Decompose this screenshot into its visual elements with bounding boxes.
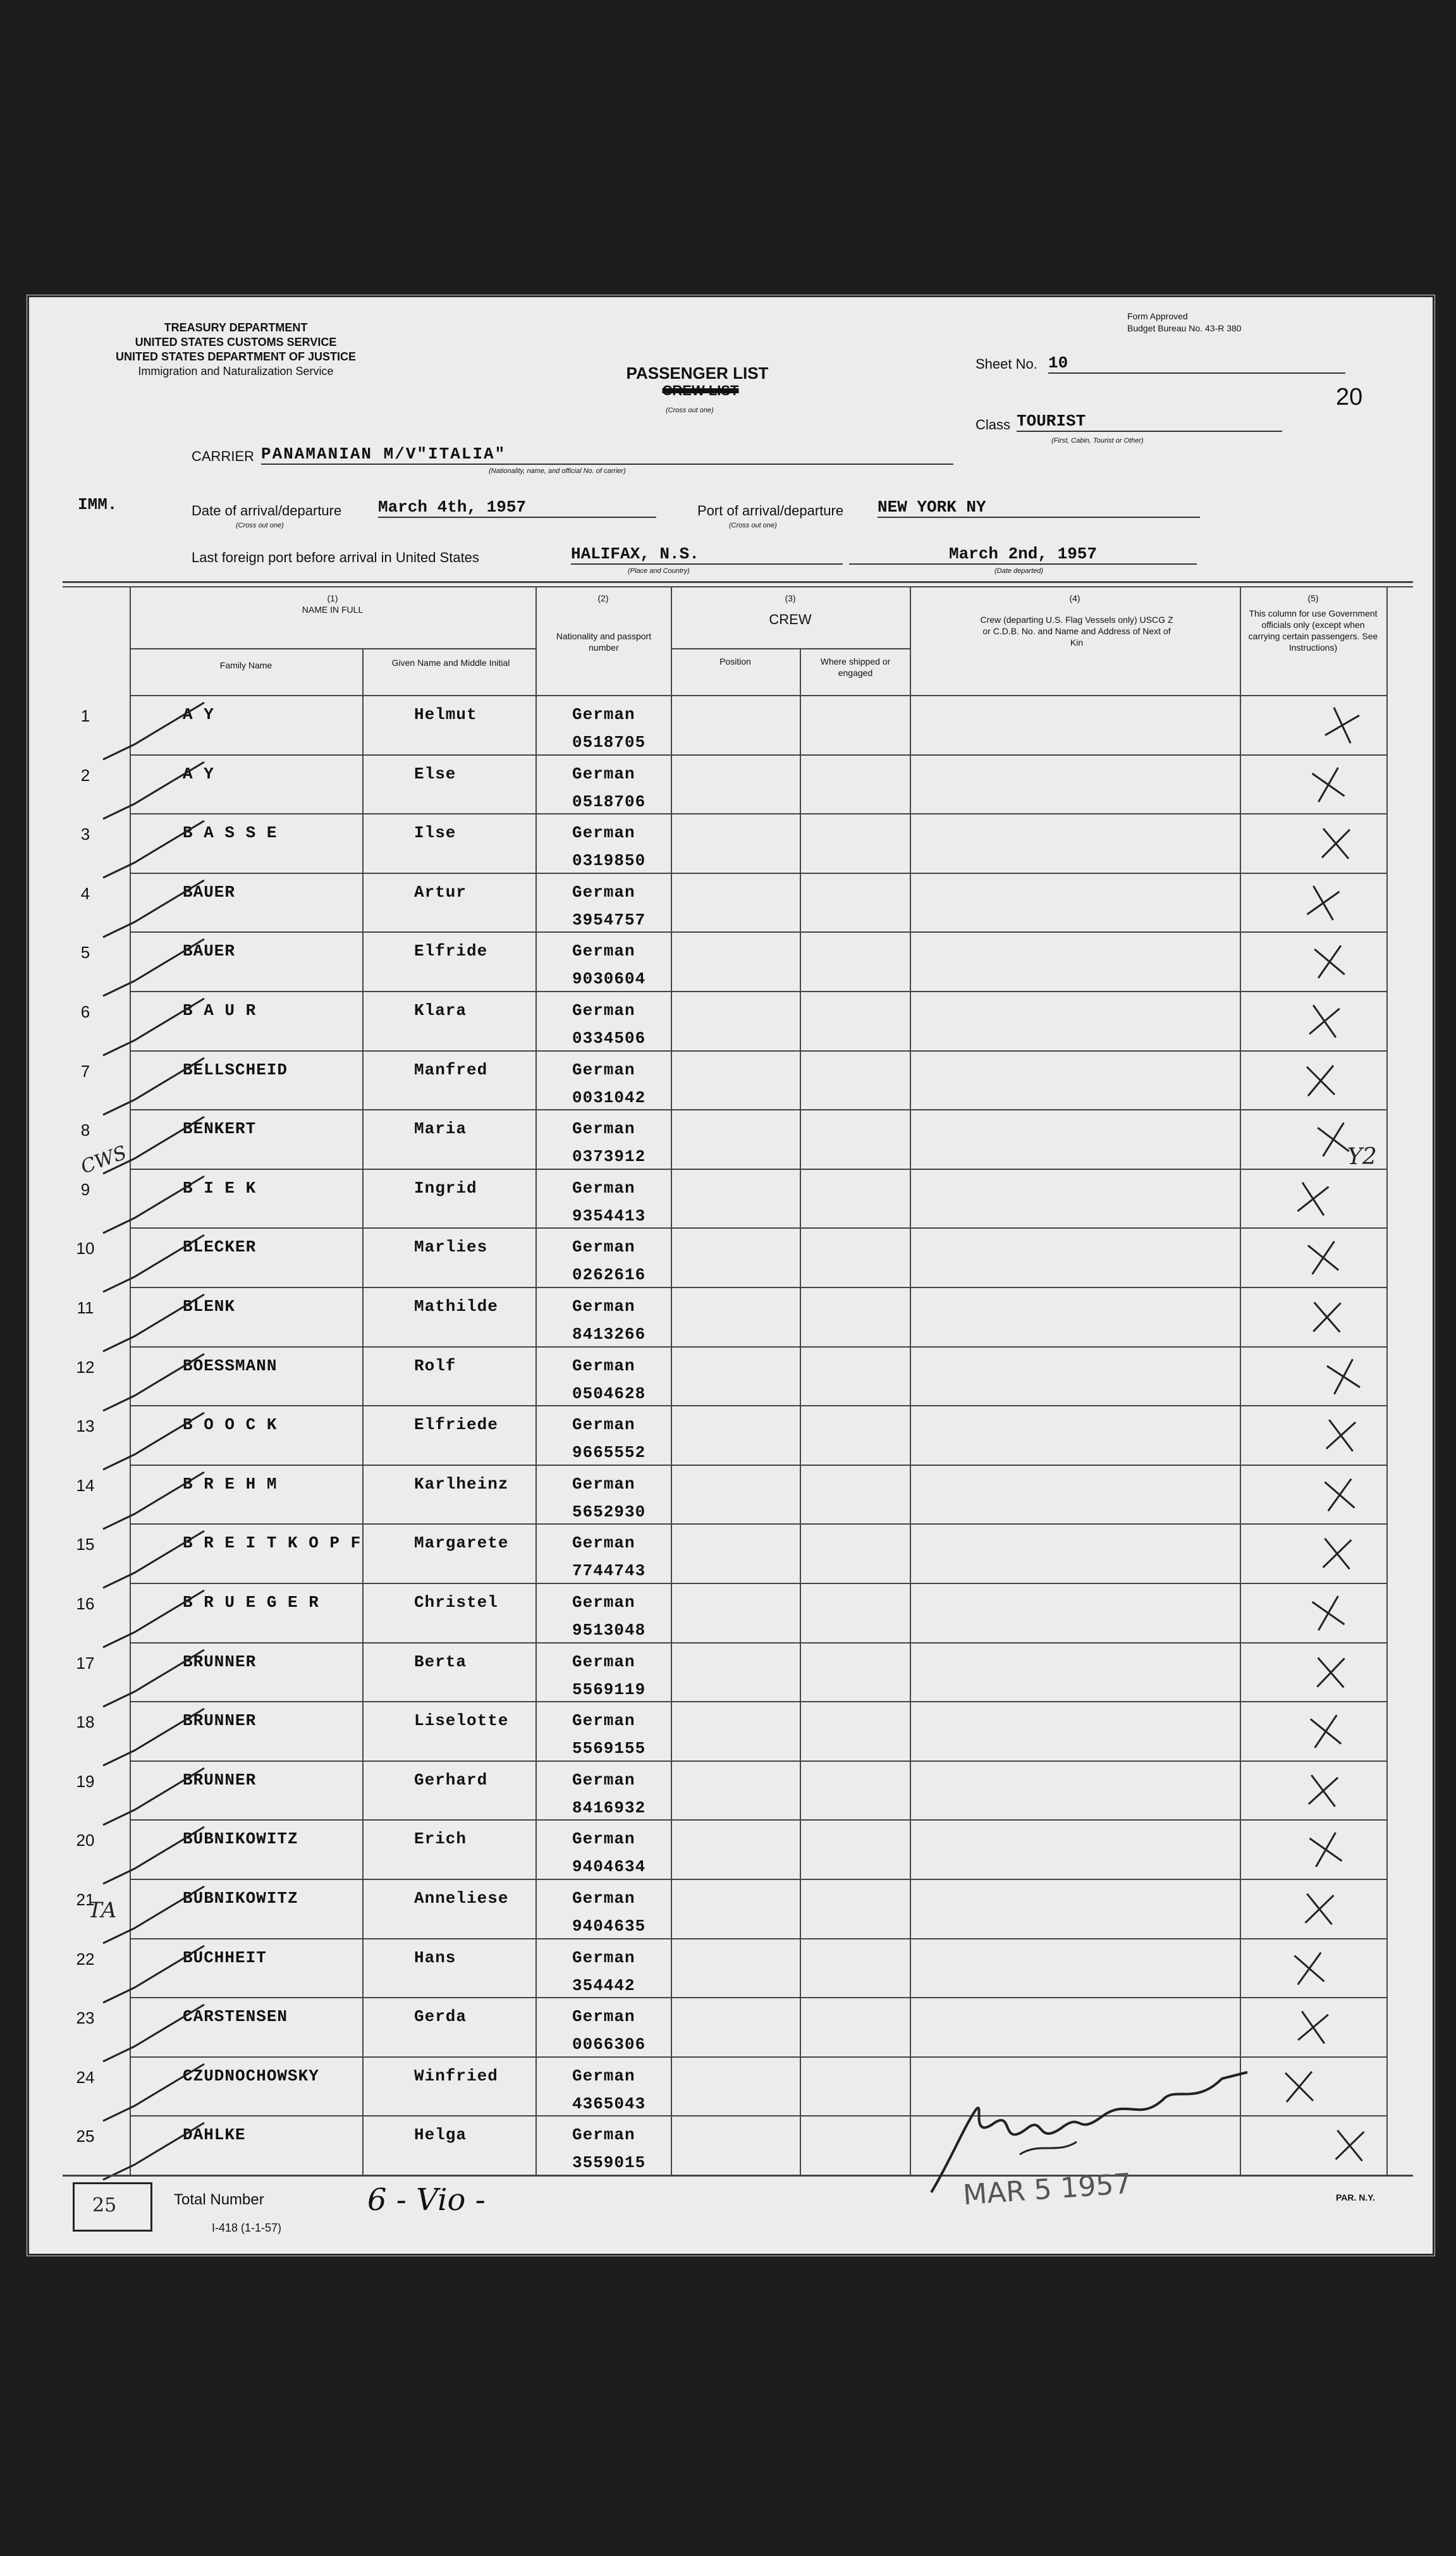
- sheet-number: 10: [1048, 353, 1345, 374]
- budget-bureau: Budget Bureau No. 43-R 380: [1127, 323, 1242, 333]
- col-divider: [910, 587, 911, 2175]
- check-tick-mark: [97, 2119, 223, 2189]
- official-x-mark: [1305, 1711, 1347, 1752]
- row-rule: [130, 1523, 1386, 1525]
- passport-number: 9354413: [572, 1206, 646, 1226]
- class-value: TOURIST: [1017, 412, 1282, 432]
- row-rule: [130, 1583, 1386, 1584]
- given-name: Helmut: [414, 705, 477, 724]
- row-number: 4: [80, 883, 90, 903]
- official-x-mark: [1329, 2125, 1371, 2166]
- agency-line: TREASURY DEPARTMENT: [164, 321, 308, 334]
- official-x-mark: [1307, 1297, 1347, 1337]
- nationality: German: [572, 1474, 635, 1494]
- nationality: German: [572, 1652, 635, 1671]
- row-rule: [130, 754, 1386, 756]
- col2-title: Nationality and passport number: [556, 631, 652, 653]
- family-name: BUCHHEIT: [183, 1948, 267, 1967]
- date-stamp: MAR 5 1957: [962, 2167, 1133, 2212]
- row-rule: [130, 1701, 1386, 1702]
- family-name: BUBNIKOWITZ: [183, 1829, 298, 1849]
- col2-number: (2): [597, 593, 609, 603]
- official-x-mark: [1302, 1769, 1345, 1812]
- row-rule: [130, 1997, 1386, 1998]
- table-top-rule: [63, 581, 1413, 583]
- passport-number: 354442: [572, 1975, 635, 1995]
- row-rule: [130, 1819, 1386, 1821]
- row-rule: [130, 1879, 1386, 1880]
- date-value: March 4th, 1957: [378, 498, 656, 518]
- given-name: Erich: [414, 1829, 467, 1849]
- nationality: German: [572, 1593, 635, 1612]
- row-rule: [130, 1109, 1386, 1110]
- row16-margin-note: TA: [88, 1898, 117, 1923]
- family-name: BRUNNER: [183, 1711, 257, 1731]
- family-name: B O O C K: [183, 1415, 278, 1435]
- row-rule: [130, 991, 1386, 992]
- given-name: Else: [414, 764, 456, 783]
- row-rule: [130, 813, 1386, 814]
- header-rule: [130, 648, 535, 649]
- family-name: BRUNNER: [183, 1652, 257, 1671]
- nationality: German: [572, 1001, 635, 1020]
- passport-number: 0373912: [572, 1147, 646, 1167]
- form-approved: Form Approved: [1127, 311, 1188, 321]
- class-label: Class: [976, 417, 1011, 433]
- last-port-label: Last foreign port before arrival in United States: [192, 550, 479, 565]
- last-port-value: HALIFAX, N.S.: [571, 544, 843, 565]
- given-name: Helga: [414, 2125, 467, 2145]
- official-x-mark: [1321, 1354, 1366, 1399]
- given-name: Hans: [414, 1948, 456, 1967]
- form-approved-note: [1127, 310, 1242, 335]
- nationality: German: [572, 1948, 635, 1967]
- given-name: Mathilde: [414, 1297, 498, 1316]
- passport-number: 5569155: [572, 1739, 646, 1759]
- passport-number: 8413266: [572, 1325, 646, 1344]
- total-box: [73, 2182, 152, 2232]
- class-note: (First, Cabin, Tourist or Other): [1051, 437, 1144, 445]
- col-divider: [671, 587, 672, 2175]
- passport-number: 9030604: [572, 969, 646, 989]
- official-x-mark: [1306, 763, 1350, 807]
- col1-title: NAME IN FULL: [302, 605, 364, 615]
- col4-number: (4): [1069, 593, 1080, 603]
- given-name-header: Given Name and Middle Initial: [391, 658, 510, 668]
- family-name: BENKERT: [183, 1119, 257, 1139]
- header-bottom-rule: [130, 695, 1386, 696]
- row-rule: [130, 1169, 1386, 1170]
- nationality: German: [572, 1119, 635, 1139]
- col-divider: [362, 648, 364, 2175]
- passport-number: 0319850: [572, 851, 646, 871]
- page-title: PASSENGER LIST: [626, 364, 769, 383]
- given-name: Gerhard: [414, 1770, 488, 1790]
- family-name: B R U E G E R: [183, 1593, 319, 1612]
- row-number: 17: [76, 1653, 95, 1673]
- col3-title: CREW: [769, 611, 812, 627]
- nationality: German: [572, 1297, 635, 1316]
- row-number: 19: [76, 1771, 95, 1791]
- col-divider: [800, 648, 801, 2175]
- col5-number: (5): [1307, 593, 1319, 603]
- given-name: Anneliese: [414, 1889, 509, 1908]
- row-rule: [130, 1642, 1386, 1644]
- given-name: Manfred: [414, 1060, 488, 1079]
- given-name: Elfriede: [414, 1415, 498, 1435]
- col5-title: This column for use Government officials only (except when carrying certain passengers. See Instructions): [1248, 608, 1378, 653]
- given-name: Elfride: [414, 942, 488, 961]
- total-box-value: 25: [92, 2194, 117, 2216]
- official-x-mark: [1319, 1414, 1362, 1457]
- row-rule: [130, 1287, 1386, 1288]
- passport-number: 0518705: [572, 733, 646, 752]
- official-x-mark: [1299, 1888, 1340, 1930]
- family-name: BELLSCHEID: [183, 1060, 288, 1079]
- passport-number: 0262616: [572, 1265, 646, 1285]
- nationality: German: [572, 1415, 635, 1435]
- family-name: BAUER: [183, 942, 236, 961]
- crossed-title: CREW LIST: [662, 383, 739, 398]
- passport-number: 9404635: [572, 1917, 646, 1936]
- family-name: BRUNNER: [183, 1770, 257, 1790]
- row3-official-note: Y2: [1347, 1144, 1377, 1170]
- row-number: 12: [76, 1357, 95, 1377]
- passenger-list-document: [27, 295, 1435, 2256]
- col3-number: (3): [785, 593, 796, 603]
- official-x-mark: [1318, 701, 1367, 750]
- inspector-signature: [925, 2053, 1254, 2199]
- family-name: B I E K: [183, 1178, 257, 1198]
- nationality: German: [572, 1533, 635, 1553]
- col-divider: [535, 587, 537, 2175]
- family-name: A Y: [183, 705, 214, 724]
- carrier-note: (Nationality, name, and official No. of carrier): [489, 467, 626, 475]
- place-note: (Place and Country): [628, 567, 690, 575]
- nationality: German: [572, 882, 635, 902]
- col1-number: (1): [327, 593, 338, 603]
- official-x-mark: [1302, 999, 1347, 1043]
- row-rule: [130, 1760, 1386, 1762]
- given-name: Ilse: [414, 823, 456, 843]
- carrier-label: CARRIER: [192, 448, 255, 464]
- family-name-header: Family Name: [219, 660, 272, 670]
- official-x-mark: [1304, 1828, 1348, 1872]
- passport-number: 0518706: [572, 792, 646, 811]
- row-number: 6: [80, 1002, 90, 1021]
- passport-number: 0066306: [572, 2035, 646, 2055]
- family-name: CZUDNOCHOWSKY: [183, 2066, 319, 2086]
- row-rule: [130, 1465, 1386, 1466]
- row-number: 11: [76, 1298, 94, 1317]
- official-x-mark: [1315, 823, 1356, 864]
- table-top-rule-2: [63, 586, 1413, 587]
- row-number: 22: [76, 1949, 95, 1969]
- family-name: B A U R: [183, 1001, 257, 1020]
- where-shipped-header: Where shipped or engaged: [820, 656, 891, 678]
- passport-number: 5652930: [572, 1502, 646, 1521]
- row-number: 5: [80, 943, 90, 962]
- given-name: Christel: [414, 1593, 498, 1612]
- passport-number: 0031042: [572, 1088, 646, 1107]
- row-rule: [130, 931, 1386, 933]
- official-x-mark: [1311, 1652, 1351, 1693]
- total-number-label: Total Number: [174, 2191, 264, 2208]
- row-number: 21: [76, 1890, 95, 1909]
- printer-mark: PAR. N.Y.: [1336, 2192, 1375, 2203]
- family-name: CARSTENSEN: [183, 2007, 288, 2027]
- official-x-mark: [1302, 1237, 1344, 1279]
- page-number: 20: [1336, 384, 1363, 410]
- row-number: 24: [76, 2067, 95, 2087]
- nationality: German: [572, 2125, 635, 2145]
- nationality: German: [572, 1356, 635, 1375]
- official-x-mark: [1306, 1591, 1350, 1635]
- passport-number: 3954757: [572, 910, 646, 930]
- header-rule: [671, 648, 910, 649]
- row-number: 14: [76, 1475, 95, 1495]
- official-x-mark: [1300, 880, 1346, 926]
- given-name: Maria: [414, 1119, 467, 1139]
- nationality: German: [572, 1711, 635, 1731]
- nationality: German: [572, 1829, 635, 1849]
- passport-number: 3559015: [572, 2153, 646, 2173]
- family-name: BUBNIKOWITZ: [183, 1889, 298, 1908]
- passport-number: 5569119: [572, 1680, 646, 1699]
- date-departed-note: (Date departed): [994, 567, 1044, 575]
- official-x-mark: [1290, 1176, 1335, 1221]
- row-number: 8: [80, 1121, 90, 1140]
- row-rule: [130, 1346, 1386, 1348]
- row-rule: [130, 1227, 1386, 1229]
- nationality: German: [572, 2007, 635, 2027]
- row-number: 2: [80, 765, 90, 785]
- family-name: B R E I T K O P F: [183, 1533, 362, 1553]
- date-cross-note: (Cross out one): [236, 522, 284, 529]
- passport-number: 7744743: [572, 1561, 646, 1581]
- row-number: 23: [76, 2008, 95, 2028]
- sheet-label: Sheet No.: [976, 356, 1037, 372]
- given-name: Margarete: [414, 1533, 509, 1553]
- col-divider: [1386, 587, 1388, 2175]
- passport-number: 8416932: [572, 1798, 646, 1817]
- official-x-mark: [1289, 1948, 1330, 1989]
- agency-line: UNITED STATES CUSTOMS SERVICE: [135, 336, 337, 348]
- cross-out-note: (Cross out one): [666, 407, 714, 414]
- official-x-mark: [1319, 1475, 1360, 1515]
- nationality: German: [572, 2066, 635, 2086]
- family-name: A Y: [183, 764, 214, 783]
- carrier-value: PANAMANIAN M/V"ITALIA": [261, 445, 953, 465]
- nationality: German: [572, 1060, 635, 1079]
- row-number: 9: [80, 1179, 90, 1199]
- given-name: Liselotte: [414, 1711, 509, 1731]
- row-number: 3: [80, 825, 90, 844]
- family-name: BLENK: [183, 1297, 236, 1316]
- nationality: German: [572, 764, 635, 783]
- form-id: I-418 (1-1-57): [212, 2221, 282, 2234]
- official-x-mark: [1302, 1062, 1340, 1100]
- agency-line: UNITED STATES DEPARTMENT OF JUSTICE: [115, 350, 356, 363]
- passport-number: 9665552: [572, 1443, 646, 1463]
- passport-number: 9513048: [572, 1621, 646, 1640]
- given-name: Berta: [414, 1652, 467, 1671]
- passport-number: 4365043: [572, 2094, 646, 2113]
- row-number: 7: [80, 1061, 90, 1081]
- passport-number: 0504628: [572, 1384, 646, 1403]
- official-x-mark: [1280, 2068, 1318, 2106]
- family-name: BOESSMANN: [183, 1356, 278, 1375]
- given-name: Winfried: [414, 2066, 498, 2086]
- row-number: 20: [76, 1831, 95, 1850]
- given-name: Klara: [414, 1001, 467, 1020]
- row-number: 25: [76, 2127, 95, 2146]
- official-x-mark: [1291, 2005, 1335, 2049]
- row3-margin-note: CWS: [78, 1141, 130, 1179]
- imm-mark: IMM.: [78, 495, 118, 514]
- family-name: B A S S E: [183, 823, 278, 843]
- passport-number: 9404634: [572, 1857, 646, 1877]
- col4-title: Crew (departing U.S. Flag Vessels only) USCG Z or C.D.B. No. and Name and Address of Next of Kin: [980, 615, 1173, 648]
- family-name: B R E H M: [183, 1474, 278, 1494]
- row-number: 13: [76, 1416, 95, 1436]
- row-number: 10: [76, 1239, 95, 1258]
- family-name: BLECKER: [183, 1238, 257, 1257]
- handwritten-total: 6 - Vio -: [367, 2182, 486, 2218]
- row-number: 1: [80, 706, 90, 725]
- given-name: Karlheinz: [414, 1474, 509, 1494]
- agency-header: [65, 321, 407, 379]
- port-cross-note: (Cross out one): [729, 522, 777, 529]
- row-rule: [130, 1405, 1386, 1406]
- row-rule: [130, 873, 1386, 874]
- date-label: Date of arrival/departure: [192, 503, 342, 519]
- nationality: German: [572, 823, 635, 843]
- given-name: Artur: [414, 882, 467, 902]
- row-rule: [130, 1050, 1386, 1052]
- family-name: DAHLKE: [183, 2125, 246, 2145]
- official-x-mark: [1316, 1533, 1358, 1575]
- port-label: Port of arrival/departure: [697, 503, 844, 519]
- nationality: German: [572, 1889, 635, 1908]
- row-number: 15: [76, 1535, 95, 1554]
- port-value: NEW YORK NY: [878, 498, 1200, 518]
- nationality: German: [572, 1178, 635, 1198]
- passport-number: 0334506: [572, 1029, 646, 1048]
- position-header: Position: [719, 656, 751, 667]
- nationality: German: [572, 1238, 635, 1257]
- agency-line: Immigration and Naturalization Service: [138, 365, 334, 378]
- row-number: 18: [76, 1712, 95, 1732]
- given-name: Gerda: [414, 2007, 467, 2027]
- date-departed-value: March 2nd, 1957: [849, 544, 1197, 565]
- nationality: German: [572, 942, 635, 961]
- given-name: Ingrid: [414, 1178, 477, 1198]
- row-number: 16: [76, 1594, 95, 1613]
- nationality: German: [572, 1770, 635, 1790]
- nationality: German: [572, 705, 635, 724]
- given-name: Marlies: [414, 1238, 488, 1257]
- family-name: BAUER: [183, 882, 236, 902]
- col-divider: [1240, 587, 1241, 2175]
- row-rule: [130, 1938, 1386, 1939]
- official-x-mark: [1309, 942, 1350, 983]
- given-name: Rolf: [414, 1356, 456, 1375]
